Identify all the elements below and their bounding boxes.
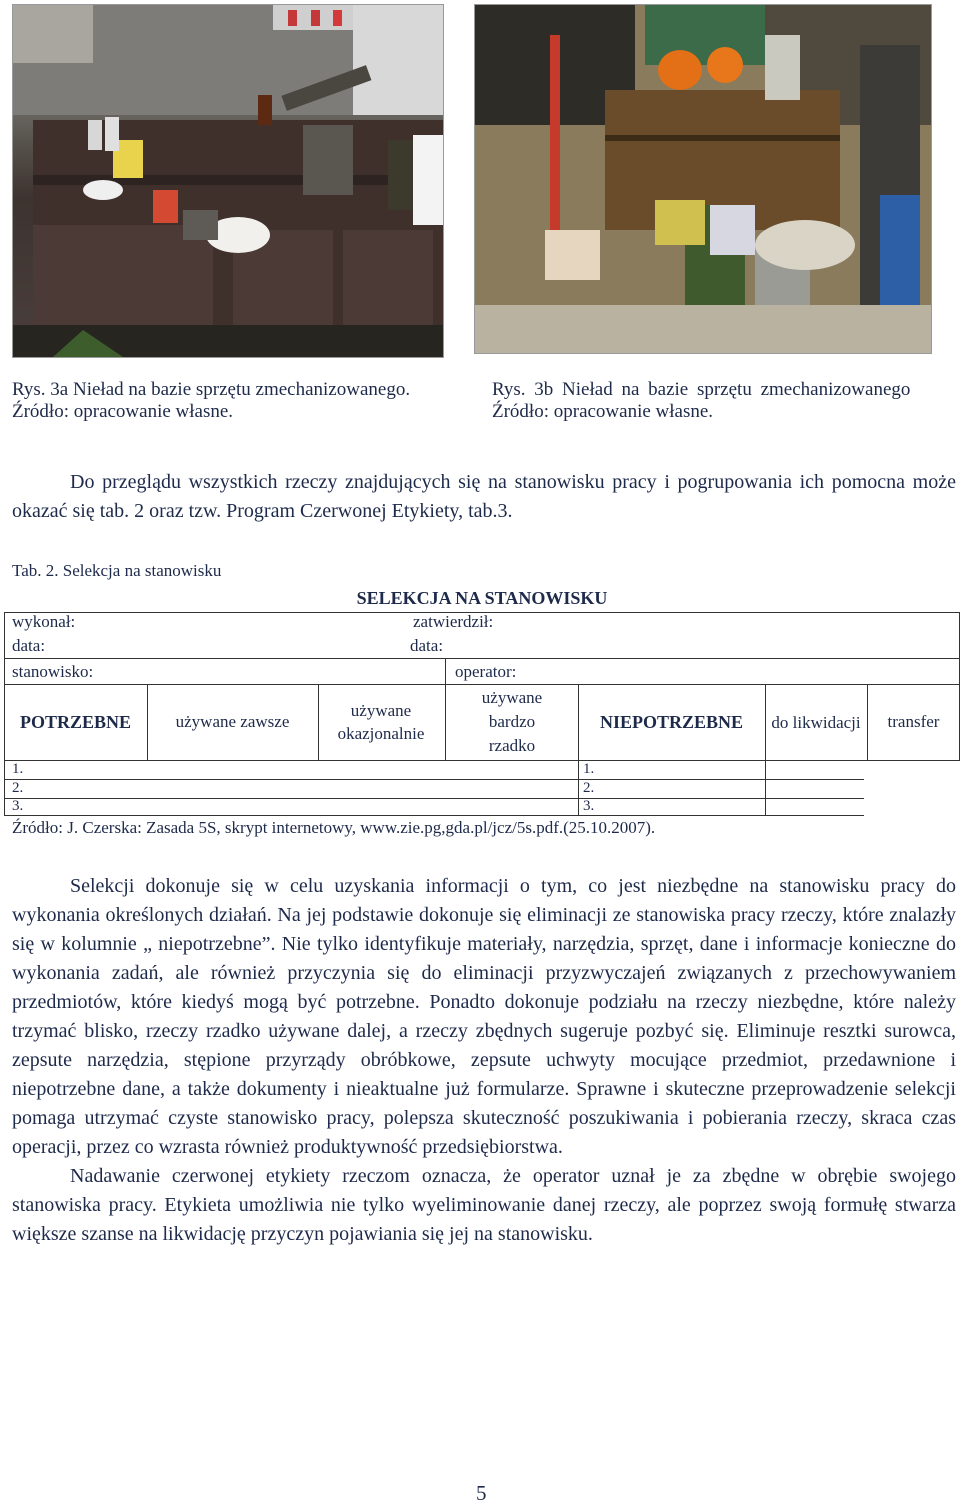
row-number-left: 1. bbox=[12, 761, 24, 777]
label-wykonal: wykonał: bbox=[12, 612, 76, 631]
header-niepotrzebne: NIEPOTRZEBNE bbox=[599, 711, 744, 732]
caption-source: Źródło: opracowanie własne. bbox=[12, 401, 234, 422]
header-uzywane-okazjonalnie: używane okazjonalnie bbox=[337, 701, 425, 743]
body-text bbox=[12, 872, 956, 1249]
table-title: SELEKCJA NA STANOWISKU bbox=[356, 588, 608, 608]
photo-corner-clutter bbox=[474, 4, 932, 354]
caption-source: Źródło: opracowanie własne. bbox=[492, 401, 714, 422]
caption-title: Rys. 3a Nieład na bazie sprzętu zmechanizowanego. bbox=[12, 379, 411, 400]
table-caption: Tab. 2. Selekcja na stanowisku bbox=[12, 561, 222, 580]
header-potrzebne: POTRZEBNE bbox=[19, 711, 132, 732]
row-number-left: 3. bbox=[12, 798, 24, 814]
label-zatwierdzil: zatwierdził: bbox=[413, 612, 494, 631]
header-uzywane-zawsze: używane zawsze bbox=[175, 712, 290, 731]
header-do-likwidacji: do likwidacji bbox=[771, 712, 861, 732]
figure-caption-3a bbox=[12, 379, 452, 423]
label-operator: operator: bbox=[455, 662, 517, 681]
row-number-right: 1. bbox=[583, 761, 595, 777]
paragraph-selection: Selekcji dokonuje się w celu uzyskania informacji o tym, co jest niezbędne na stanowisku pracy do wykonania określonych działań. Na jej podstawie dokonuje się eliminacji ze stanowiska pracy rzeczy, które znalazły się w kolumnie „ niepotrzebne”. Nie tylko identyfikuje materiały, narzędzia, sprzęt, dane i informacje konieczne do wykonania zadań, ale również przyczynia się do eliminacji przyzwyczajeń związanych z przechowywaniem przedmiotów, które kiedyś mogą być potrzebne. Ponadto dokonuje podziału na rzeczy niezbędne, które należy trzymać blisko, rzeczy rzadko używane dalej, a rzeczy zbędnych sugeruje pozbyć się. Eliminuje resztki surowca, zepsute narzędzia, stępione przyrządy obróbkowe, zepsute uchwyty mocujące przedmiot, przedawnione i niepotrzebne dane, a także dokumenty i nieaktualne już formularze. Sprawne i skuteczne przeprowadzenie selekcji pomaga utrzymać czyste stanowisko pracy, polepsza skuteczność poszukiwania i pobierania rzeczy, skraca czas operacji, przez co wzrasta również produktywność przedsiębiorstwa. bbox=[12, 875, 956, 1158]
row-number-left: 2. bbox=[12, 780, 24, 796]
row-number-right: 3. bbox=[583, 798, 595, 814]
paragraph-red-tag: Nadawanie czerwonej etykiety rzeczom oznacza, że operator uznał je za zbędne w obrębie swojego stanowiska pracy. Etykieta umożliwia nie tylko wyeliminowanie danej rzeczy, ale poprzez swoją formułę stwarza większe szanse na likwidację przyczyn pojawiania się jej na stanowisku. bbox=[12, 1165, 956, 1245]
header-transfer: transfer bbox=[887, 712, 940, 731]
caption-title: Rys. 3b Nieład na bazie sprzętu zmechanizowanego bbox=[492, 379, 911, 400]
intro-paragraph: Do przeglądu wszystkich rzeczy znajdujących się na stanowisku pracy i pogrupowania ich pomocna może okazać się tab. 2 oraz tzw. Program Czerwonej Etykiety, tab.3. bbox=[12, 471, 956, 522]
header-uzywane-rzadko: używane bardzo rzadko bbox=[481, 688, 543, 755]
table-source: Źródło: J. Czerska: Zasada 5S, skrypt internetowy, www.zie.pg,gda.pl/jcz/5s.pdf.(25.10.2007). bbox=[12, 818, 656, 837]
row-number-right: 2. bbox=[583, 780, 595, 796]
figure-caption-3b bbox=[492, 379, 952, 423]
photo-workbench-clutter bbox=[12, 4, 444, 358]
label-data-right: data: bbox=[410, 636, 444, 655]
page-number: 5 bbox=[476, 1481, 487, 1505]
label-data-left: data: bbox=[12, 636, 46, 655]
label-stanowisko: stanowisko: bbox=[12, 662, 94, 681]
selection-table bbox=[4, 585, 960, 815]
